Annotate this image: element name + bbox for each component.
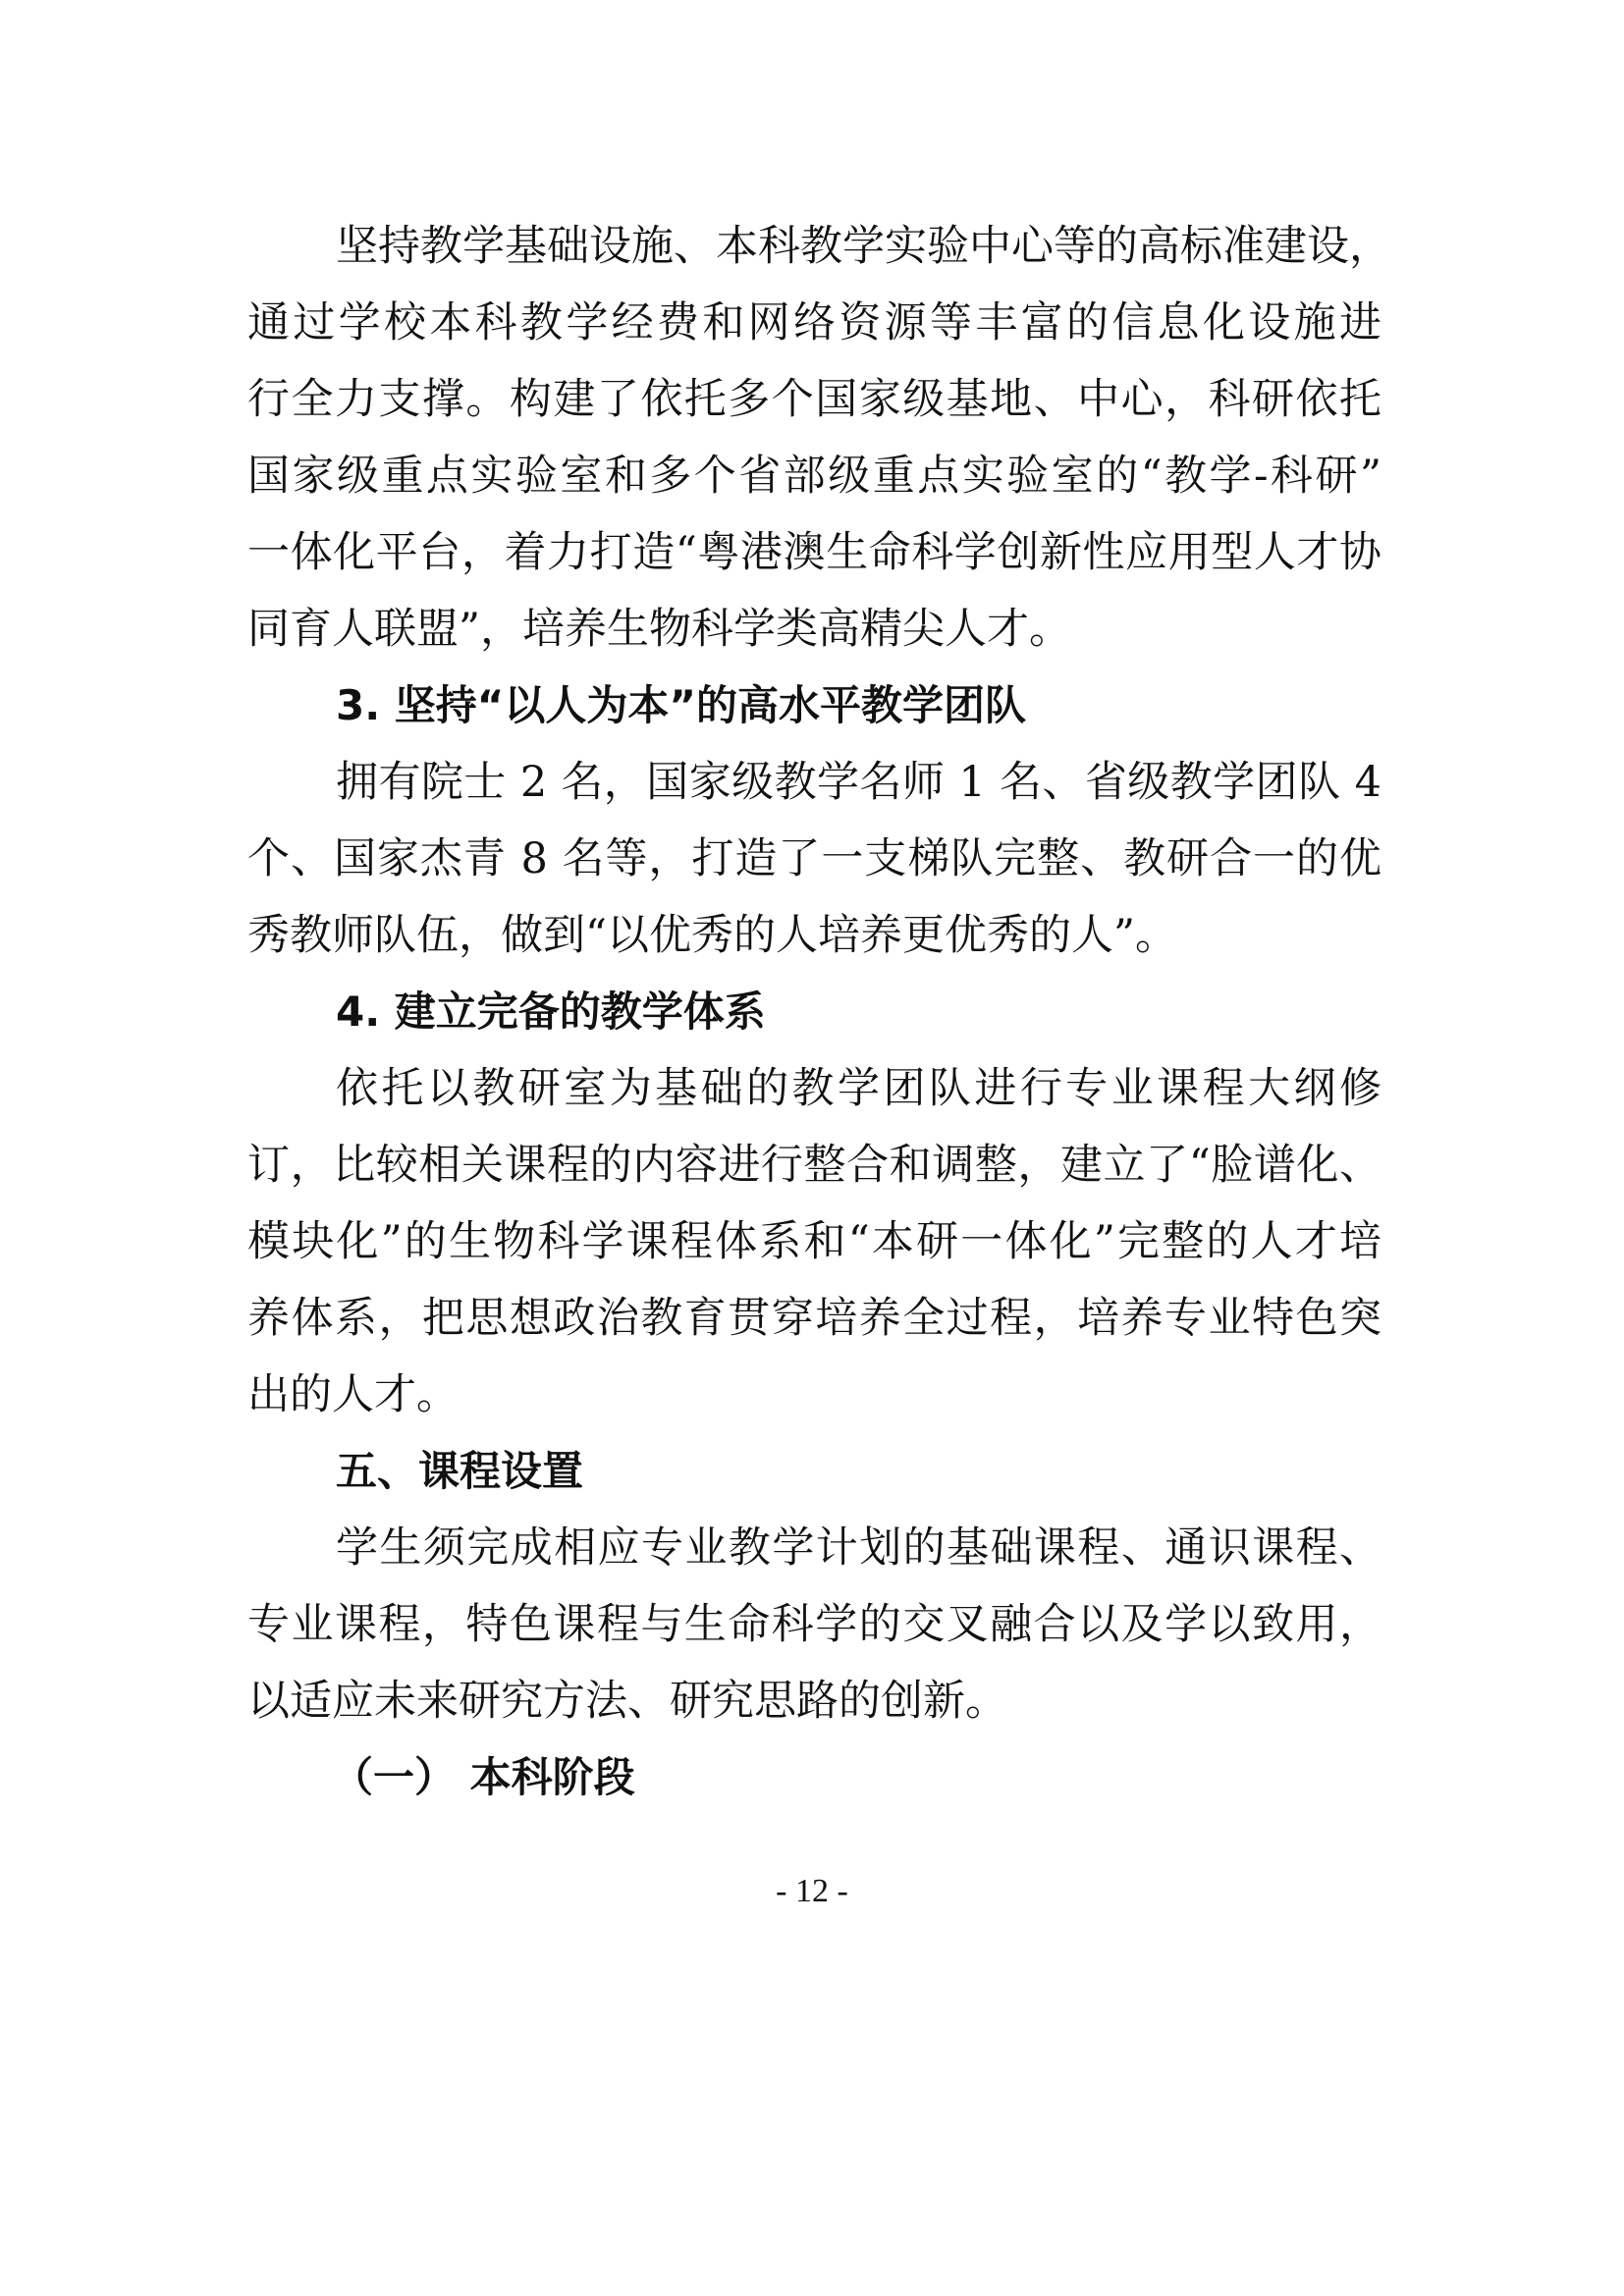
text-line: 国家级重点实验室和多个省部级重点实验室的“教学-科研”: [247, 452, 1381, 501]
text-line: 个、国家杰青 8 名等，打造了一支梯队完整、教研合一的优: [247, 834, 1381, 883]
heading-teaching-team: 3. 坚持“以人为本”的高水平教学团队: [336, 681, 1027, 729]
text-line: 坚持教学基础设施、本科教学实验中心等的高标准建设，: [336, 222, 1391, 271]
text-line: 专业课程，特色课程与生命科学的交叉融合以及学以致用，: [247, 1600, 1381, 1649]
section-heading-curriculum: 五、课程设置: [336, 1447, 584, 1495]
text-line: 以适应未来研究方法、研究思路的创新。: [247, 1677, 1007, 1726]
text-line: 拥有院士 2 名，国家级教学名师 1 名、省级教学团队 4: [336, 758, 1381, 807]
text-line: 行全力支撑。构建了依托多个国家级基地、中心，科研依托: [247, 375, 1381, 424]
text-line: 秀教师队伍，做到“以优秀的人培养更优秀的人”。: [247, 911, 1177, 960]
text-line: 同育人联盟”，培养生物科学类高精尖人才。: [247, 605, 1071, 654]
text-line: 一体化平台，着力打造“粤港澳生命科学创新性应用型人才协: [247, 528, 1381, 577]
text-line: 订，比较相关课程的内容进行整合和调整，建立了“脸谱化、: [247, 1141, 1381, 1190]
page-number: - 12 -: [776, 1873, 848, 1909]
text-line: 养体系，把思想政治教育贯穿培养全过程，培养专业特色突: [247, 1294, 1381, 1343]
subsection-heading-undergraduate: （一） 本科阶段: [332, 1753, 635, 1801]
text-line: 学生须完成相应专业教学计划的基础课程、通识课程、: [336, 1523, 1381, 1573]
text-line: 依托以教研室为基础的教学团队进行专业课程大纲修: [336, 1064, 1381, 1113]
heading-teaching-system: 4. 建立完备的教学体系: [336, 988, 766, 1036]
text-line: 模块化”的生物科学课程体系和“本研一体化”完整的人才培: [247, 1217, 1381, 1266]
text-line: 出的人才。: [247, 1370, 459, 1419]
text-line: 通过学校本科教学经费和网络资源等丰富的信息化设施进: [247, 298, 1381, 347]
